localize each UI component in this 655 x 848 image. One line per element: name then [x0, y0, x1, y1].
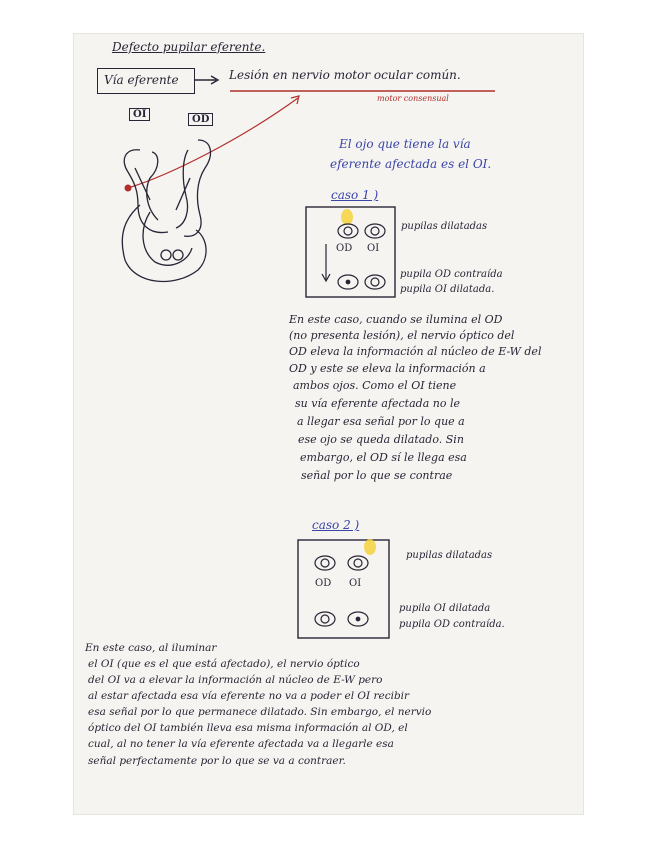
case2-od: OD — [315, 578, 332, 589]
case2-oi: OI — [349, 578, 362, 589]
case1-paragraph-line: ese ojo se queda dilatado. Sin — [298, 433, 464, 446]
case2-note-top: pupilas dilatadas — [406, 550, 493, 561]
case1-paragraph-line: embargo, el OD sí le llega esa — [300, 451, 467, 464]
motor-note: motor consensual — [377, 94, 449, 103]
case1-paragraph-line: ambos ojos. Como el OI tiene — [293, 379, 457, 392]
case1-od: OD — [336, 243, 353, 254]
case2-paragraph-line: al estar afectada esa vía eferente no va a poder el OI recibir — [88, 690, 410, 702]
case1-paragraph-line: a llegar esa señal por lo que a — [297, 415, 465, 428]
case1-note-top: pupilas dilatadas — [401, 221, 488, 232]
page-title: Defecto pupilar eferente. — [112, 40, 266, 54]
case1-paragraph-line: (no presenta lesión), el nervio óptico del — [289, 329, 515, 342]
efferent-box-label: Vía eferente — [104, 73, 179, 87]
case1-highlight — [341, 209, 353, 225]
case2-paragraph-line: óptico del OI también lleva esa misma información al OD, el — [88, 722, 408, 734]
intro-line-1: El ojo que tiene la vía — [339, 137, 471, 151]
case2-paragraph-line: del OI va a elevar la información al núcleo de E-W pero — [88, 674, 383, 686]
case1-eyes — [338, 224, 385, 289]
case1-title: caso 1 ) — [331, 188, 379, 202]
od-label: OD — [188, 113, 213, 126]
case2-box — [298, 540, 389, 638]
case2-note-bottom-2: pupila OD contraída. — [399, 619, 505, 630]
case2-note-bottom-1: pupila OI dilatada — [399, 603, 491, 614]
case1-note-bottom-2: pupila OI dilatada. — [400, 284, 495, 295]
oi-label: OI — [129, 108, 150, 121]
case2-paragraph-line: cual, al no tener la vía eferente afectada va a llegarle esa — [88, 738, 394, 750]
case1-oi: OI — [367, 243, 380, 254]
case2-paragraph-line: el OI (que es el que está afectado), el nervio óptico — [88, 658, 360, 670]
case1-note-bottom-1: pupila OD contraída — [400, 269, 503, 280]
case1-paragraph-line: OD eleva la información al núcleo de E-W del — [289, 345, 542, 358]
case2-highlight — [364, 539, 376, 555]
case1-paragraph-line: señal por lo que se contrae — [301, 469, 453, 482]
case2-paragraph-line: En este caso, al iluminar — [85, 642, 217, 654]
case2-title: caso 2 ) — [312, 518, 360, 532]
case2-eyes — [315, 556, 368, 626]
case1-paragraph-line: su vía eferente afectada no le — [295, 397, 460, 410]
optic-pathway-sketch — [122, 140, 210, 281]
case2-paragraph-line: señal perfectamente por lo que se va a contraer. — [88, 755, 346, 767]
intro-line-2: eferente afectada es el OI. — [330, 157, 492, 171]
case1-paragraph-line: OD y este se eleva la información a — [289, 362, 486, 375]
case2-paragraph-line: esa señal por lo que permanece dilatado. Sin embargo, el nervio — [88, 706, 432, 718]
case1-paragraph-line: En este caso, cuando se ilumina el OD — [289, 313, 503, 326]
lesion-text: Lesión en nervio motor ocular común. — [229, 68, 461, 82]
lesion-dot — [125, 185, 132, 192]
